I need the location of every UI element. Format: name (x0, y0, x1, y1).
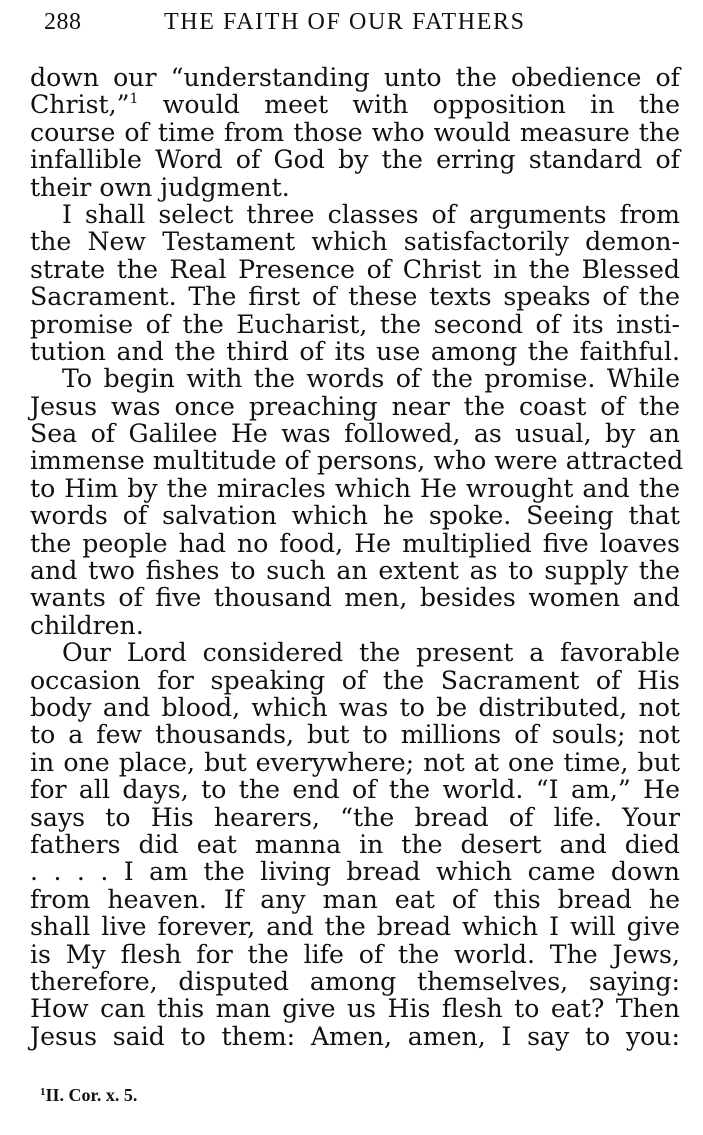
footnote (40, 1085, 137, 1106)
text-line: words of salvation which he spoke. Seeing that (30, 501, 680, 531)
text-line: the New Testament which satisfactorily demon- (30, 227, 680, 257)
body-text (30, 63, 684, 1051)
text-line: To begin with the words of the promise. While (62, 364, 680, 394)
text-fragment: Christ,” (30, 90, 130, 120)
text-line: immense multitude of persons, who were attracted (30, 446, 684, 476)
text-line: shall live forever, and the bread which I will give (30, 912, 680, 942)
text-line: . . . . I am the living bread which came down (30, 857, 680, 887)
text-line: promise of the Eucharist, the second of its insti- (30, 309, 680, 339)
text-line: therefore, disputed among themselves, saying: (30, 966, 680, 996)
text-line: course of time from those who would measure the (30, 117, 680, 147)
text-line: How can this man give us His flesh to eat? Then (30, 994, 680, 1024)
text-line: to Him by the miracles which He wrought and the (30, 473, 680, 503)
footnote-mark: 1 (40, 1086, 46, 1098)
text-line: the people had no food, He multiplied five loaves (30, 528, 680, 558)
text-line: down our “understanding unto the obedience of (30, 63, 680, 92)
text-line: and two fishes to such an extent as to supply the (30, 556, 680, 586)
footnote-text: II. Cor. x. 5. (45, 1085, 138, 1105)
text-line (30, 91, 680, 118)
text-line: Sea of Galilee He was followed, as usual, by an (30, 419, 680, 449)
running-head (44, 9, 664, 39)
text-line: Sacrament. The first of these texts speaks of the (30, 282, 680, 312)
text-line: fathers did eat manna in the desert and died (30, 829, 680, 859)
text-line: children. (30, 610, 144, 640)
text-line: to a few thousands, but to millions of souls; not (30, 720, 680, 750)
text-line: their own judgment. (30, 172, 290, 202)
text-line: in one place, but everywhere; not at one time, but (30, 747, 680, 777)
text-line: body and blood, which was to be distributed, not (30, 692, 680, 722)
text-line: Jesus was once preaching near the coast of the (30, 391, 680, 421)
text-line: strate the Real Presence of Christ in the Blessed (30, 254, 680, 284)
text-line: says to His hearers, “the bread of life. Your (30, 802, 680, 832)
book-title: THE FAITH OF OUR FATHERS (164, 9, 526, 35)
text-line: from heaven. If any man eat of this bread he (30, 884, 680, 914)
text-fragment: would meet with opposition in the (162, 90, 680, 120)
text-line: for all days, to the end of the world. “I am,” He (30, 775, 680, 805)
text-line: infallible Word of God by the erring standard of (30, 145, 680, 175)
text-line: tution and the third of its use among the faithful. (30, 336, 680, 366)
text-line: occasion for speaking of the Sacrament of His (30, 665, 680, 695)
text-line: Jesus said to them: Amen, amen, I say to you: (30, 1021, 680, 1051)
text-line: I shall select three classes of arguments from (62, 199, 680, 229)
page-number: 288 (44, 9, 82, 35)
footnote-reference: 1 (129, 91, 139, 108)
text-line: is My flesh for the life of the world. The Jews, (30, 939, 680, 969)
text-line: Our Lord considered the present a favorable (62, 638, 680, 668)
text-line: wants of five thousand men, besides women and (30, 583, 680, 613)
